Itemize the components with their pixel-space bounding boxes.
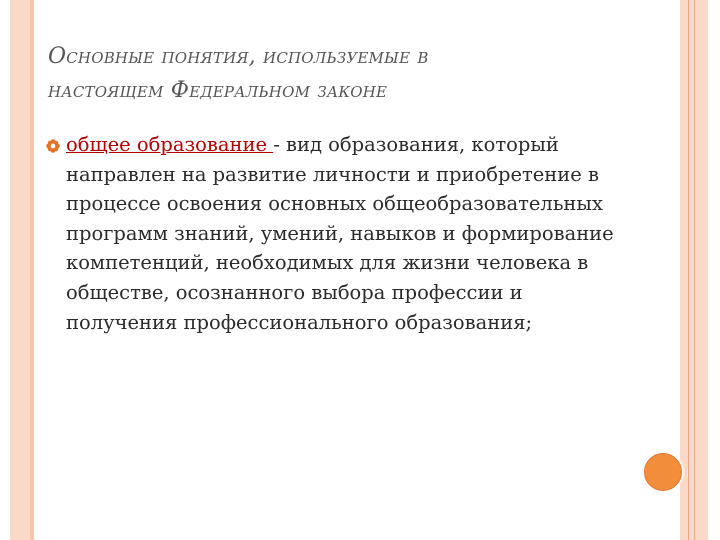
- right-frame-border: [680, 0, 708, 540]
- bullet-text: [66, 130, 626, 337]
- left-frame-border: [10, 0, 34, 540]
- slide: [34, 0, 680, 540]
- gear-flower-icon: [46, 139, 60, 153]
- definition-term: общее образование: [66, 133, 274, 156]
- title-line-1: Основные понятия, используемые в: [48, 44, 429, 69]
- title-line-2: настоящем Федеральном законе: [48, 78, 388, 103]
- decorative-orange-circle: [642, 451, 684, 493]
- slide-title: [48, 40, 668, 108]
- definition-text: - вид образования, который направлен на развитие личности и приобретение в процессе освоения основных общеобразовательных программ знаний, умений, навыков и формирование компетенций, необходимых для жизни человека в обществе, осознанного выбора профессии и получения профессионального образования;: [66, 133, 614, 334]
